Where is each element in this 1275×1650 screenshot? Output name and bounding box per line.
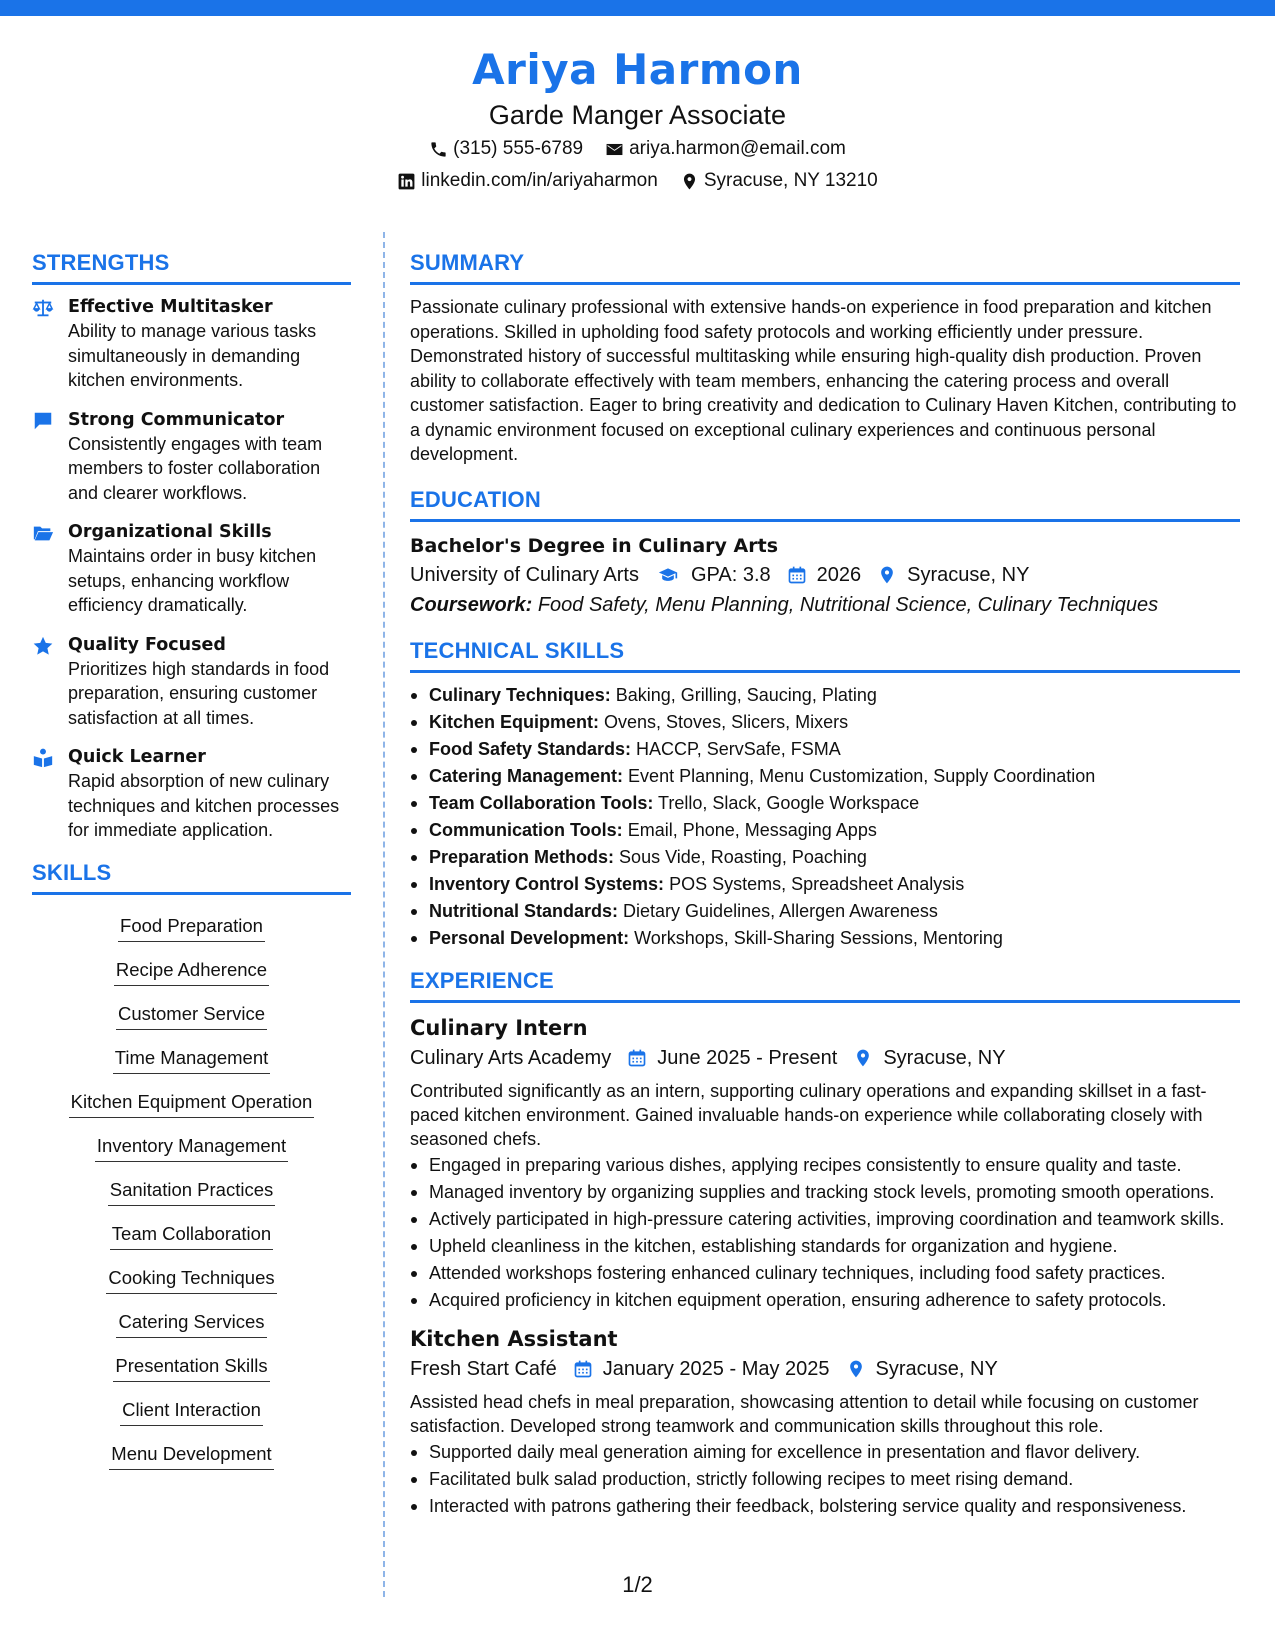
technical-skill-item	[410, 791, 1240, 815]
job-dates: January 2025 - May 2025	[602, 1357, 830, 1380]
phone-text: (315) 555-6789	[453, 138, 584, 159]
technical-skill-item	[410, 710, 1240, 734]
job-bullet: Upheld cleanliness in the kitchen, establishing standards for organization and hygiene.	[410, 1234, 1240, 1258]
strength-desc: Maintains order in busy kitchen setups, enhancing workflow efficiency dramatically.	[68, 546, 317, 615]
summary-heading: SUMMARY	[410, 248, 1240, 285]
job-title: Culinary Intern	[410, 1015, 588, 1040]
gpa-item	[655, 560, 771, 590]
job-bullet: Interacted with patrons gathering their feedback, bolstering service quality and responsiveness.	[410, 1494, 1240, 1518]
technical-skill-item	[410, 683, 1240, 707]
technical-skill-item	[410, 926, 1240, 950]
technical-skill-item	[410, 818, 1240, 842]
column-divider	[383, 232, 385, 1597]
company-name: Culinary Arts Academy	[410, 1046, 612, 1069]
folder-open-icon	[32, 520, 56, 618]
technical-skill-value: Dietary Guidelines, Allergen Awareness	[623, 900, 938, 921]
skill-tag: Team Collaboration	[110, 1221, 273, 1250]
technical-skill-value: Trello, Slack, Google Workspace	[658, 792, 920, 813]
email-text: ariya.harmon@email.com	[629, 138, 846, 159]
technical-skill-value: Sous Vide, Roasting, Poaching	[619, 846, 867, 867]
job-entry	[410, 1013, 1240, 1312]
degree-title: Bachelor's Degree in Culinary Arts	[410, 534, 779, 557]
year-item	[787, 560, 862, 590]
coursework	[410, 590, 1240, 620]
experience-list	[410, 1013, 1240, 1518]
technical-skill-label: Preparation Methods:	[429, 846, 615, 867]
chat-bubble-icon	[32, 408, 56, 506]
technical-skill-value: Workshops, Skill-Sharing Sessions, Mentoring	[634, 927, 1003, 948]
strength-title: Quality Focused	[68, 634, 226, 655]
strength-title: Quick Learner	[68, 747, 206, 767]
candidate-name: Ariya Harmon	[472, 45, 803, 94]
technical-skill-value: Baking, Grilling, Saucing, Plating	[615, 684, 877, 705]
map-pin-icon	[680, 172, 699, 191]
strength-body	[68, 295, 351, 393]
skill-tag: Food Preparation	[118, 913, 265, 942]
job-description: Assisted head chefs in meal preparation, showcasing attention to detail while focusing on customer satisfaction. Developed strong teamwork and communication skills throughout this role.	[410, 1391, 1199, 1436]
linkedin-text: linkedin.com/in/ariyaharmon	[421, 170, 658, 191]
strength-desc: Prioritizes high standards in food preparation, ensuring customer satisfaction at all times.	[68, 658, 330, 728]
graduation-year: 2026	[816, 563, 862, 586]
job-bullet: Actively participated in high-pressure catering activities, improving coordination and teamwork skills.	[410, 1207, 1240, 1231]
technical-skill-item	[410, 899, 1240, 923]
calendar-icon	[627, 1048, 647, 1068]
technical-skill-value: Event Planning, Menu Customization, Supply Coordination	[628, 765, 1096, 786]
strength-desc: Rapid absorption of new culinary techniques and kitchen processes for immediate application.	[68, 771, 340, 840]
skill-tag: Client Interaction	[120, 1397, 263, 1426]
job-bullet: Supported daily meal generation aiming for excellence in presentation and flavor delivery.	[410, 1440, 1240, 1464]
map-pin-icon	[877, 565, 897, 585]
strength-item	[32, 633, 351, 731]
envelope-icon	[605, 140, 624, 159]
strength-desc: Ability to manage various tasks simultaneously in demanding kitchen environments.	[68, 321, 317, 390]
book-reader-icon	[32, 745, 56, 843]
strength-title: Organizational Skills	[68, 522, 272, 542]
right-column	[410, 248, 1240, 1530]
location-text: Syracuse, NY 13210	[703, 170, 878, 191]
edu-location-item	[877, 560, 1029, 590]
job-bullets	[410, 1440, 1240, 1518]
gpa-text: GPA: 3.8	[690, 563, 771, 586]
technical-skill-value: Email, Phone, Messaging Apps	[627, 819, 877, 840]
calendar-icon	[573, 1359, 593, 1379]
strength-item	[32, 520, 351, 618]
technical-skill-value: POS Systems, Spreadsheet Analysis	[669, 873, 965, 894]
edu-location: Syracuse, NY	[907, 563, 1030, 586]
skill-tag: Sanitation Practices	[108, 1177, 276, 1206]
technical-skill-label: Catering Management:	[429, 765, 624, 786]
strength-desc: Consistently engages with team members to foster collaboration and clearer workflows.	[68, 433, 323, 503]
star-icon	[32, 633, 56, 731]
technical-skill-label: Inventory Control Systems:	[429, 873, 665, 894]
strength-title: Effective Multitasker	[68, 297, 273, 317]
skill-tag: Customer Service	[116, 1001, 267, 1030]
strength-title: Strong Communicator	[68, 409, 285, 430]
phone-icon	[429, 140, 448, 159]
strengths-heading: STRENGTHS	[32, 248, 351, 285]
graduation-cap-icon	[655, 565, 681, 585]
job-bullet: Managed inventory by organizing supplies and tracking stock levels, promoting smooth operations.	[410, 1180, 1240, 1204]
strength-body	[68, 633, 351, 731]
school-item	[410, 560, 639, 590]
technical-skill-item	[410, 764, 1240, 788]
map-pin-icon	[853, 1048, 873, 1068]
technical-skill-label: Nutritional Standards:	[429, 900, 619, 921]
job-location: Syracuse, NY	[883, 1046, 1006, 1069]
technical-skill-label: Communication Tools:	[429, 819, 623, 840]
top-accent-bar	[0, 0, 1275, 16]
technical-skill-item	[410, 737, 1240, 761]
contact-row-1	[0, 134, 1275, 164]
strength-item	[32, 745, 351, 843]
resume-header	[0, 40, 1275, 196]
skill-tag: Menu Development	[109, 1441, 273, 1470]
job-bullet: Facilitated bulk salad production, strictly following recipes to meet rising demand.	[410, 1467, 1240, 1491]
strengths-list	[32, 295, 351, 843]
job-location-item	[853, 1043, 1005, 1073]
job-dates: June 2025 - Present	[657, 1046, 838, 1069]
technical-skill-value: Ovens, Stoves, Slicers, Mixers	[604, 711, 849, 732]
company-item	[410, 1354, 557, 1384]
technical-skills-list	[410, 683, 1240, 950]
dates-item	[627, 1043, 837, 1073]
skill-tag: Kitchen Equipment Operation	[69, 1089, 315, 1118]
email-contact	[605, 134, 846, 164]
job-meta	[410, 1043, 1240, 1073]
skill-tag: Catering Services	[116, 1309, 266, 1338]
scale-icon	[32, 295, 56, 393]
summary-text: Passionate culinary professional with extensive hands-on experience in food preparation and kitchen operations. Skilled in upholding food safety protocols and working efficiently under pressure. Demonstrated history of successful multitasking while ensuring high-quality dish production. Proven ability to collaborate effectively with team members, enhancing the catering process and overall customer satisfaction. Eager to bring creativity and dedication to Culinary Haven Kitchen, contributing to a dynamic environment focused on exceptional culinary experiences and continuous personal development.	[410, 297, 1237, 464]
education-meta	[410, 560, 1240, 590]
job-bullet: Acquired proficiency in kitchen equipment operation, ensuring adherence to safety protocols.	[410, 1288, 1240, 1312]
strength-body	[68, 745, 351, 843]
coursework-label: Coursework:	[410, 593, 533, 616]
job-bullet: Engaged in preparing various dishes, applying recipes consistently to ensure quality and taste.	[410, 1153, 1240, 1177]
technical-skill-label: Kitchen Equipment:	[429, 711, 599, 732]
skill-tag: Inventory Management	[95, 1133, 288, 1162]
job-description: Contributed significantly as an intern, supporting culinary operations and expanding skillset in a fast-paced kitchen environment. Gained invaluable hands-on experience while collaborating closely with seasoned chefs.	[410, 1080, 1207, 1149]
coursework-text: Food Safety, Menu Planning, Nutritional Science, Culinary Techniques	[537, 593, 1159, 616]
job-bullet: Attended workshops fostering enhanced culinary techniques, including food safety practices.	[410, 1261, 1240, 1285]
technical-skill-label: Culinary Techniques:	[429, 684, 611, 705]
education-heading: EDUCATION	[410, 485, 1240, 522]
skill-tag: Time Management	[113, 1045, 271, 1074]
strength-item	[32, 295, 351, 393]
phone-contact	[429, 134, 583, 164]
technical-skills-heading: TECHNICAL SKILLS	[410, 636, 1240, 673]
school-name: University of Culinary Arts	[410, 563, 639, 586]
candidate-title: Garde Manger Associate	[488, 100, 787, 130]
map-pin-icon	[846, 1359, 866, 1379]
job-title: Kitchen Assistant	[410, 1326, 618, 1351]
company-name: Fresh Start Café	[410, 1357, 557, 1380]
linkedin-icon	[397, 172, 416, 191]
page-number: 1/2	[622, 1572, 653, 1597]
strength-item	[32, 408, 351, 506]
technical-skill-item	[410, 872, 1240, 896]
job-bullets	[410, 1153, 1240, 1312]
linkedin-contact	[397, 166, 658, 196]
skills-list	[32, 913, 351, 1485]
skill-tag: Presentation Skills	[113, 1353, 269, 1382]
skill-tag: Cooking Techniques	[106, 1265, 276, 1294]
technical-skill-label: Personal Development:	[429, 927, 630, 948]
strength-body	[68, 408, 351, 506]
strength-body	[68, 520, 351, 618]
company-item	[410, 1043, 611, 1073]
job-meta	[410, 1354, 1240, 1384]
contact-row-2	[0, 166, 1275, 196]
technical-skill-label: Food Safety Standards:	[429, 738, 632, 759]
skill-tag: Recipe Adherence	[114, 957, 269, 986]
left-column	[32, 248, 351, 1485]
dates-item	[573, 1354, 830, 1384]
technical-skill-item	[410, 845, 1240, 869]
experience-heading: EXPERIENCE	[410, 966, 1240, 1003]
job-entry	[410, 1324, 1240, 1518]
location-contact	[680, 166, 878, 196]
skills-heading: SKILLS	[32, 858, 351, 895]
technical-skill-value: HACCP, ServSafe, FSMA	[636, 738, 841, 759]
job-location: Syracuse, NY	[875, 1357, 998, 1380]
job-location-item	[846, 1354, 998, 1384]
technical-skill-label: Team Collaboration Tools:	[429, 792, 654, 813]
calendar-icon	[787, 565, 807, 585]
